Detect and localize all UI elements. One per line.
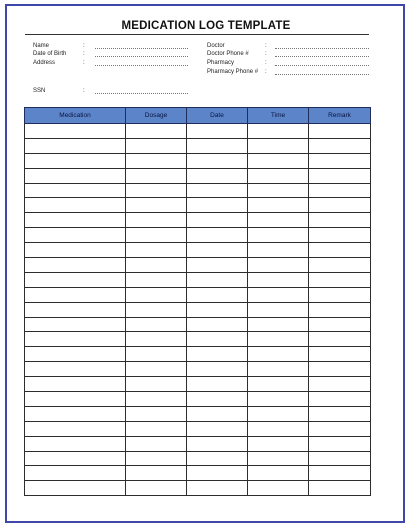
cell-date[interactable] <box>187 168 248 183</box>
cell-time[interactable] <box>248 481 309 496</box>
cell-medication[interactable] <box>25 481 126 496</box>
table-body <box>25 124 371 496</box>
field-label: Address <box>33 60 56 66</box>
cell-date[interactable] <box>187 406 248 421</box>
table-row <box>25 153 371 168</box>
cell-time[interactable] <box>248 168 309 183</box>
cell-date[interactable] <box>187 138 248 153</box>
cell-date[interactable] <box>187 421 248 436</box>
cell-medication[interactable] <box>25 332 126 347</box>
cell-date[interactable] <box>187 377 248 392</box>
field-ssn[interactable] <box>33 87 193 96</box>
cell-medication[interactable] <box>25 406 126 421</box>
cell-medication[interactable] <box>25 302 126 317</box>
column-header-medication: Medication <box>25 108 126 124</box>
field-label: Pharmacy <box>207 60 235 66</box>
field-pharmacy-phone[interactable] <box>207 68 372 86</box>
field-label: Pharmacy Phone # <box>207 69 259 75</box>
cell-remark[interactable] <box>309 406 371 421</box>
table-row <box>25 168 371 183</box>
cell-medication[interactable] <box>25 451 126 466</box>
table-row <box>25 213 371 228</box>
cell-date[interactable] <box>187 153 248 168</box>
cell-remark[interactable] <box>309 287 371 302</box>
cell-dosage[interactable] <box>126 153 187 168</box>
field-blank-line[interactable] <box>275 65 369 66</box>
table-row <box>25 451 371 466</box>
cell-remark[interactable] <box>309 272 371 287</box>
medication-log-table <box>24 107 371 496</box>
cell-date[interactable] <box>187 392 248 407</box>
field-doctor-phone[interactable] <box>207 50 372 59</box>
cell-date[interactable] <box>187 347 248 362</box>
cell-time[interactable] <box>248 213 309 228</box>
field-address[interactable] <box>33 59 193 68</box>
cell-remark[interactable] <box>309 436 371 451</box>
cell-dosage[interactable] <box>126 168 187 183</box>
cell-time[interactable] <box>248 302 309 317</box>
cell-date[interactable] <box>187 466 248 481</box>
cell-medication[interactable] <box>25 243 126 258</box>
cell-dosage[interactable] <box>126 258 187 273</box>
cell-dosage[interactable] <box>126 287 187 302</box>
cell-date[interactable] <box>187 213 248 228</box>
table-row <box>25 287 371 302</box>
cell-dosage[interactable] <box>126 243 187 258</box>
field-blank-line[interactable] <box>95 56 188 57</box>
cell-dosage[interactable] <box>126 451 187 466</box>
field-colon: : <box>265 69 267 75</box>
cell-dosage[interactable] <box>126 332 187 347</box>
cell-dosage[interactable] <box>126 138 187 153</box>
cell-remark[interactable] <box>309 168 371 183</box>
cell-time[interactable] <box>248 377 309 392</box>
column-header-dosage: Dosage <box>126 108 187 124</box>
cell-medication[interactable] <box>25 183 126 198</box>
table-row <box>25 347 371 362</box>
cell-remark[interactable] <box>309 392 371 407</box>
cell-medication[interactable] <box>25 272 126 287</box>
field-date-of-birth[interactable] <box>33 50 193 59</box>
cell-medication[interactable] <box>25 392 126 407</box>
cell-time[interactable] <box>248 362 309 377</box>
table-header-row <box>25 108 371 124</box>
cell-time[interactable] <box>248 287 309 302</box>
table-row <box>25 302 371 317</box>
cell-dosage[interactable] <box>126 228 187 243</box>
field-blank-line[interactable] <box>275 56 369 57</box>
cell-time[interactable] <box>248 243 309 258</box>
cell-medication[interactable] <box>25 317 126 332</box>
cell-remark[interactable] <box>309 466 371 481</box>
cell-remark[interactable] <box>309 317 371 332</box>
cell-date[interactable] <box>187 124 248 139</box>
table-row <box>25 138 371 153</box>
cell-dosage[interactable] <box>126 436 187 451</box>
table-row <box>25 481 371 496</box>
table-row <box>25 421 371 436</box>
field-label: Doctor Phone # <box>207 51 249 57</box>
cell-time[interactable] <box>248 228 309 243</box>
cell-dosage[interactable] <box>126 183 187 198</box>
cell-date[interactable] <box>187 317 248 332</box>
cell-dosage[interactable] <box>126 377 187 392</box>
field-blank-line[interactable] <box>95 65 188 66</box>
cell-dosage[interactable] <box>126 421 187 436</box>
cell-medication[interactable] <box>25 287 126 302</box>
cell-time[interactable] <box>248 317 309 332</box>
cell-dosage[interactable] <box>126 213 187 228</box>
cell-time[interactable] <box>248 124 309 139</box>
table-row <box>25 183 371 198</box>
cell-time[interactable] <box>248 183 309 198</box>
table-row <box>25 317 371 332</box>
cell-remark[interactable] <box>309 362 371 377</box>
cell-time[interactable] <box>248 347 309 362</box>
table-row <box>25 272 371 287</box>
cell-time[interactable] <box>248 258 309 273</box>
cell-dosage[interactable] <box>126 124 187 139</box>
cell-dosage[interactable] <box>126 198 187 213</box>
field-blank-line[interactable] <box>275 48 369 49</box>
table-row <box>25 362 371 377</box>
cell-dosage[interactable] <box>126 302 187 317</box>
cell-medication[interactable] <box>25 153 126 168</box>
cell-date[interactable] <box>187 198 248 213</box>
table-row <box>25 436 371 451</box>
cell-dosage[interactable] <box>126 272 187 287</box>
cell-date[interactable] <box>187 258 248 273</box>
column-header-time: Time <box>248 108 309 124</box>
field-blank-line[interactable] <box>95 93 188 94</box>
cell-medication[interactable] <box>25 258 126 273</box>
cell-remark[interactable] <box>309 138 371 153</box>
table-row <box>25 377 371 392</box>
column-header-remark: Remark <box>309 108 371 124</box>
cell-date[interactable] <box>187 272 248 287</box>
cell-remark[interactable] <box>309 332 371 347</box>
cell-dosage[interactable] <box>126 466 187 481</box>
cell-time[interactable] <box>248 272 309 287</box>
field-label: Date of Birth <box>33 51 67 57</box>
field-label: SSN <box>33 88 46 94</box>
cell-remark[interactable] <box>309 124 371 139</box>
cell-date[interactable] <box>187 287 248 302</box>
cell-remark[interactable] <box>309 377 371 392</box>
field-label: Doctor <box>207 43 225 49</box>
cell-dosage[interactable] <box>126 317 187 332</box>
cell-medication[interactable] <box>25 347 126 362</box>
cell-dosage[interactable] <box>126 406 187 421</box>
table-row <box>25 258 371 273</box>
cell-remark[interactable] <box>309 183 371 198</box>
table-row <box>25 406 371 421</box>
cell-remark[interactable] <box>309 213 371 228</box>
cell-remark[interactable] <box>309 347 371 362</box>
field-colon: : <box>83 43 85 49</box>
cell-time[interactable] <box>248 421 309 436</box>
cell-time[interactable] <box>248 138 309 153</box>
cell-date[interactable] <box>187 228 248 243</box>
cell-remark[interactable] <box>309 198 371 213</box>
cell-medication[interactable] <box>25 124 126 139</box>
field-colon: : <box>83 51 85 57</box>
cell-time[interactable] <box>248 392 309 407</box>
field-colon: : <box>265 60 267 66</box>
cell-time[interactable] <box>248 436 309 451</box>
cell-date[interactable] <box>187 436 248 451</box>
cell-remark[interactable] <box>309 481 371 496</box>
table-row <box>25 466 371 481</box>
cell-date[interactable] <box>187 302 248 317</box>
cell-medication[interactable] <box>25 377 126 392</box>
cell-remark[interactable] <box>309 243 371 258</box>
table-row <box>25 124 371 139</box>
cell-time[interactable] <box>248 451 309 466</box>
cell-remark[interactable] <box>309 421 371 436</box>
field-colon: : <box>265 51 267 57</box>
cell-medication[interactable] <box>25 213 126 228</box>
table-row <box>25 198 371 213</box>
table-row <box>25 228 371 243</box>
field-colon: : <box>83 88 85 94</box>
cell-medication[interactable] <box>25 138 126 153</box>
cell-medication[interactable] <box>25 362 126 377</box>
cell-remark[interactable] <box>309 153 371 168</box>
cell-medication[interactable] <box>25 168 126 183</box>
cell-remark[interactable] <box>309 451 371 466</box>
field-blank-line[interactable] <box>275 74 369 75</box>
cell-date[interactable] <box>187 183 248 198</box>
cell-medication[interactable] <box>25 436 126 451</box>
page-title: MEDICATION LOG TEMPLATE <box>121 20 291 32</box>
cell-date[interactable] <box>187 362 248 377</box>
cell-medication[interactable] <box>25 228 126 243</box>
cell-date[interactable] <box>187 451 248 466</box>
cell-time[interactable] <box>248 153 309 168</box>
cell-time[interactable] <box>248 198 309 213</box>
cell-medication[interactable] <box>25 198 126 213</box>
field-label: Name <box>33 43 50 49</box>
cell-time[interactable] <box>248 332 309 347</box>
cell-dosage[interactable] <box>126 481 187 496</box>
table-row <box>25 243 371 258</box>
cell-remark[interactable] <box>309 228 371 243</box>
title-underline <box>25 34 369 35</box>
field-blank-line[interactable] <box>95 48 188 49</box>
cell-date[interactable] <box>187 481 248 496</box>
cell-time[interactable] <box>248 406 309 421</box>
column-header-date: Date <box>187 108 248 124</box>
cell-medication[interactable] <box>25 466 126 481</box>
cell-remark[interactable] <box>309 302 371 317</box>
cell-dosage[interactable] <box>126 347 187 362</box>
table-row <box>25 392 371 407</box>
cell-remark[interactable] <box>309 258 371 273</box>
cell-date[interactable] <box>187 332 248 347</box>
cell-time[interactable] <box>248 466 309 481</box>
cell-medication[interactable] <box>25 421 126 436</box>
cell-dosage[interactable] <box>126 362 187 377</box>
cell-dosage[interactable] <box>126 392 187 407</box>
field-colon: : <box>83 60 85 66</box>
field-pharmacy[interactable] <box>207 59 372 68</box>
table-row <box>25 332 371 347</box>
field-colon: : <box>265 43 267 49</box>
cell-date[interactable] <box>187 243 248 258</box>
